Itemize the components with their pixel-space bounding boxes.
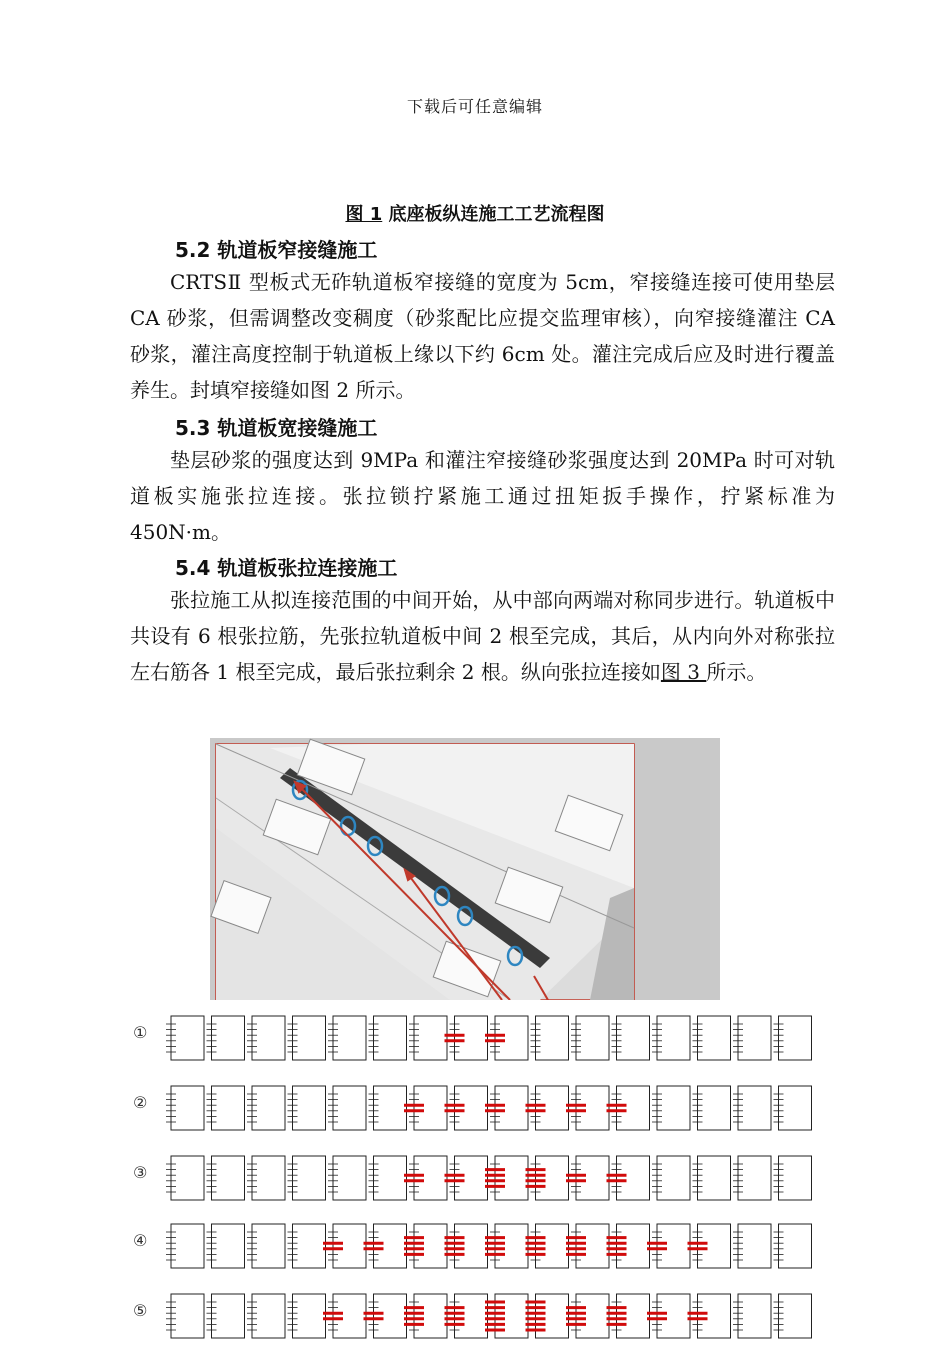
track-slab [657,1224,690,1268]
track-slab [576,1016,609,1060]
track-slab [212,1016,245,1060]
track-slab [171,1294,204,1338]
track-slab [414,1224,447,1268]
track-slab [617,1294,650,1338]
track-slab [252,1156,285,1200]
step-label: ⑤ [133,1301,148,1320]
track-slab [495,1156,528,1200]
tensioning-sequence-diagram [115,1010,835,1345]
section-5-2-body [130,264,835,408]
figure-1-caption [0,200,950,226]
track-slab [779,1086,812,1130]
step-label: ② [133,1093,148,1112]
track-slab [738,1224,771,1268]
section-5-3-body [130,442,835,550]
track-slab [252,1086,285,1130]
section-5-4-text-main: 张拉施工从拟连接范围的中间开始，从中部向两端对称同步进行。轨道板中共设有 6 根张拉筋，先张拉轨道板中间 2 根至完成，其后，从内向外对称张拉左右筋各 1 根至完成，最后张拉剩余 2 根。纵向张拉连接如 [130,588,835,684]
track-slab [414,1016,447,1060]
track-slab [617,1016,650,1060]
figure-1-title: 底座板纵连施工工艺流程图 [388,204,605,225]
track-slab [495,1016,528,1060]
track-slab [293,1294,326,1338]
track-slab [455,1224,488,1268]
track-slab [536,1224,569,1268]
track-slab [576,1294,609,1338]
track-slab [495,1086,528,1130]
track-slab [576,1086,609,1130]
track-slab [698,1294,731,1338]
section-5-3-text: 垫层砂浆的强度达到 9MPa 和灌注窄接缝砂浆强度达到 20MPa 时可对轨道板实施张拉连接。张拉锁拧紧施工通过扭矩扳手操作，拧紧标准为 450N·m。 [130,448,835,544]
track-slab [576,1224,609,1268]
track-slab [212,1294,245,1338]
track-slab [333,1294,366,1338]
track-slab [779,1294,812,1338]
track-slab [455,1016,488,1060]
sequence-row [133,1224,812,1268]
track-slab [171,1016,204,1060]
track-slab [779,1224,812,1268]
track-slab [293,1016,326,1060]
track-slab [698,1016,731,1060]
track-slab [171,1086,204,1130]
track-slab [252,1224,285,1268]
track-slab [455,1294,488,1338]
track-slab [576,1156,609,1200]
track-slab [657,1016,690,1060]
track-slab [333,1224,366,1268]
track-slab [374,1156,407,1200]
track-slab [333,1086,366,1130]
track-slab [293,1156,326,1200]
track-slab [252,1294,285,1338]
sequence-row [133,1086,812,1130]
track-slab [617,1224,650,1268]
track-slab [212,1086,245,1130]
track-slab [657,1156,690,1200]
section-5-2-text: CRTSⅡ 型板式无砟轨道板窄接缝的宽度为 5cm，窄接缝连接可使用垫层 CA 砂浆，但需调整改变稠度（砂浆配比应提交监理审核），向窄接缝灌注 CA 砂浆，灌注高度控制于轨道板上缘以下约 6cm 处。灌注完成后应及时进行覆盖养生。封填窄接缝如图 2 所示。 [130,270,835,402]
section-5-4-heading: 5.4 轨道板张拉连接施工 [175,556,398,580]
step-label: ④ [133,1231,148,1250]
track-slab [779,1016,812,1060]
track-slab [455,1156,488,1200]
track-slab [414,1156,447,1200]
track-slab [333,1016,366,1060]
track-slab [698,1156,731,1200]
track-slab [617,1156,650,1200]
track-slab [698,1086,731,1130]
track-slab [738,1086,771,1130]
step-label: ① [133,1023,148,1042]
track-slab [536,1016,569,1060]
track-slab [212,1224,245,1268]
track-slab [333,1156,366,1200]
sequence-row [133,1156,812,1200]
track-slab [617,1086,650,1130]
track-slab [414,1086,447,1130]
track-slab [374,1016,407,1060]
section-5-2-heading: 5.2 轨道板窄接缝施工 [175,238,378,262]
sequence-row [133,1016,812,1060]
sequence-row [133,1294,812,1338]
track-slab [293,1224,326,1268]
track-slab [374,1086,407,1130]
track-slab [738,1016,771,1060]
track-slab [374,1224,407,1268]
figure-3-link[interactable]: 图 3 [660,660,707,684]
track-slab [536,1156,569,1200]
section-5-4-body [130,582,835,690]
track-slab-photo [210,738,720,1000]
track-slab [293,1086,326,1130]
section-5-3-heading: 5.3 轨道板宽接缝施工 [175,416,378,440]
track-slab [171,1156,204,1200]
page-header: 下载后可任意编辑 [406,97,543,116]
track-slab [495,1224,528,1268]
track-slab [698,1224,731,1268]
track-slab [657,1086,690,1130]
track-slab [738,1294,771,1338]
track-slab [414,1294,447,1338]
track-slab [536,1086,569,1130]
step-label: ③ [133,1163,148,1182]
track-slab [374,1294,407,1338]
track-slab [252,1016,285,1060]
track-slab [212,1156,245,1200]
figure-1-label: 图 1 [345,204,383,225]
track-slab [171,1224,204,1268]
track-slab [657,1294,690,1338]
section-5-4-text-end: 所示。 [706,660,767,684]
section-5-4-text [130,582,835,690]
track-slab [738,1156,771,1200]
track-slab [455,1086,488,1130]
track-slab [779,1156,812,1200]
